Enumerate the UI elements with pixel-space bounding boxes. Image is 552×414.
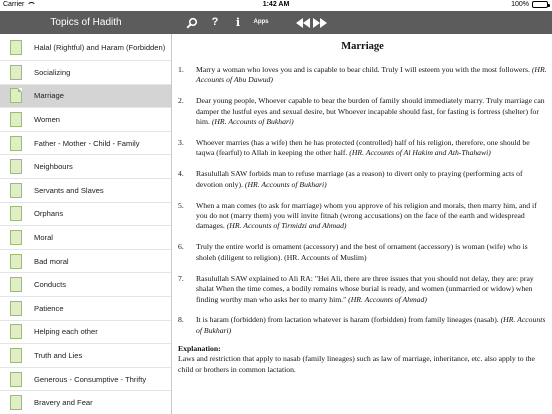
document-icon bbox=[10, 183, 22, 198]
sidebar-item-label: Halal (Rightful) and Haram (Forbidden) bbox=[34, 42, 166, 52]
status-bar bbox=[0, 0, 552, 11]
hadith-item bbox=[173, 274, 552, 305]
info-button[interactable] bbox=[234, 11, 242, 34]
battery-indicator bbox=[511, 1, 548, 8]
document-icon bbox=[10, 206, 22, 221]
sidebar-item-label: Socializing bbox=[34, 67, 71, 77]
sidebar-item-patience[interactable] bbox=[0, 297, 171, 321]
hadith-item bbox=[173, 169, 552, 190]
document-icon bbox=[10, 324, 22, 339]
document-icon bbox=[10, 159, 22, 174]
help-button[interactable] bbox=[210, 11, 220, 34]
hadith-item bbox=[173, 138, 552, 159]
hadith-number: 5. bbox=[178, 200, 184, 210]
hadith-number: 3. bbox=[178, 138, 184, 148]
open-document-icon bbox=[10, 88, 22, 103]
page-title: Marriage bbox=[341, 41, 384, 52]
hadith-reference: (HR. Accounts of Abu Dawud) bbox=[196, 65, 547, 85]
document-icon bbox=[10, 112, 22, 127]
sidebar-item-label: Truth and Lies bbox=[34, 350, 83, 360]
sidebar-item-moral[interactable] bbox=[0, 226, 171, 250]
document-icon bbox=[10, 348, 22, 363]
document-icon bbox=[10, 301, 22, 316]
next-button[interactable] bbox=[313, 11, 327, 34]
sidebar-item-label: Servants and Slaves bbox=[34, 185, 104, 195]
apps-button[interactable]: Apps bbox=[253, 19, 269, 25]
search-button[interactable] bbox=[186, 11, 198, 34]
hadith-item bbox=[173, 242, 552, 263]
hadith-number: 1. bbox=[178, 65, 184, 74]
clock: 1:42 AM bbox=[262, 1, 290, 8]
rewind-icon bbox=[296, 18, 310, 28]
help-icon: ? bbox=[211, 16, 219, 28]
hadith-item bbox=[173, 96, 552, 127]
hadith-item bbox=[173, 201, 552, 232]
document-icon bbox=[10, 372, 22, 387]
hadith-number: 2. bbox=[178, 96, 184, 106]
hadith-text: Truly the entire world is ornament (accessory) and the best of ornament (accessory) is woman (wife) who is sholeh (diligent to religion). (HR. Accounts of Muslim) bbox=[196, 242, 528, 262]
sidebar-item-label: Conducts bbox=[34, 280, 67, 290]
sidebar-item-label: Bravery and Fear bbox=[34, 398, 93, 408]
previous-button[interactable] bbox=[296, 11, 310, 34]
hadith-reference: (HR. Accounts of Bukhari) bbox=[244, 179, 327, 189]
sidebar-item-label: Marriage bbox=[34, 91, 64, 101]
sidebar-item-label: Patience bbox=[34, 303, 64, 313]
sidebar-item-neighbours[interactable] bbox=[0, 155, 171, 179]
sidebar-item-women[interactable] bbox=[0, 108, 171, 132]
hadith-reference: (HR. Accounts of Ahmad) bbox=[348, 294, 427, 304]
document-icon bbox=[10, 230, 22, 245]
hadith-text: Whoever marries (has a wife) then he has protected (controlled) half of his religion, therefore, one should be taqwa (fearful) to Allah in keeping the other half. bbox=[196, 138, 530, 158]
sidebar-item-truth-and-lies[interactable] bbox=[0, 344, 171, 368]
hadith-reference: (HR. Accounts of Bukhari) bbox=[196, 315, 546, 335]
document-icon bbox=[10, 40, 22, 55]
sidebar-item-family[interactable] bbox=[0, 132, 171, 156]
sidebar-item-conducts[interactable] bbox=[0, 273, 171, 297]
explanation-text: Laws and restriction that apply to nasab (family lineages) such as law of marriage, inheritance, etc. also apply to the child or brothers in common lactation. bbox=[178, 354, 535, 374]
explanation-heading: Explanation: bbox=[178, 343, 221, 353]
document-icon bbox=[10, 136, 22, 151]
hadith-content[interactable] bbox=[173, 34, 552, 414]
hadith-reference: (HR. Accounts of Bukhari) bbox=[211, 117, 294, 127]
sidebar-item-label: Moral bbox=[34, 232, 53, 242]
hadith-item bbox=[173, 315, 552, 336]
hadith-text: When a man comes (to ask for marriage) whom you approve of his religion and morals, then marry him, and if you do not (marry them) you will invite fitnah (wrong accusations) on the face of the earth and widespread damages. bbox=[196, 200, 537, 231]
sidebar-item-halal-haram[interactable] bbox=[0, 34, 171, 61]
sidebar-item-servants-slaves[interactable] bbox=[0, 179, 171, 203]
document-icon bbox=[10, 395, 22, 410]
sidebar-item-label: Helping each other bbox=[34, 327, 98, 337]
sidebar-item-label: Generous - Consumptive - Thrifty bbox=[34, 374, 147, 384]
sidebar-item-label: Women bbox=[34, 114, 61, 124]
hadith-text: Dear young people, Whoever capable to bear the burden of family should immediately marry. Truly marriage can damper the lustful eyes and sexual desire, but Whoever incapable should fast, for fasting is fortress (shelter) for him. bbox=[196, 96, 545, 127]
hadith-reference: (HR. Accounts of Tirmidzi and Ahmad) bbox=[226, 221, 347, 231]
navigation-bar bbox=[0, 11, 552, 34]
topics-sidebar bbox=[0, 34, 172, 414]
sidebar-item-orphans[interactable] bbox=[0, 203, 171, 227]
hadith-item bbox=[173, 65, 552, 86]
sidebar-item-helping-each-other[interactable] bbox=[0, 321, 171, 345]
fast-forward-icon bbox=[313, 18, 327, 28]
sidebar-item-label: Father - Mother - Child - Family bbox=[34, 138, 140, 148]
hadith-number: 4. bbox=[178, 169, 184, 179]
sidebar-item-label: Bad moral bbox=[34, 256, 69, 266]
search-icon bbox=[186, 17, 198, 29]
hadith-number: 7. bbox=[178, 273, 184, 283]
sidebar-item-generous[interactable] bbox=[0, 368, 171, 392]
hadith-text: Rasulullah SAW explained to Ali RA: "Hei Ali, there are three issues that you should not delay, they are: pray shalat When the time comes, a bodily remains whose burial is ready, and women (unmarried or widow) when finding worthy man who asks her to marry him." bbox=[196, 273, 534, 304]
hadith-reference: (HR. Accounts of Al Hakim and Ath-Thahawi) bbox=[349, 148, 491, 158]
explanation-section bbox=[173, 344, 552, 375]
carrier-label: Carrier bbox=[3, 1, 25, 8]
sidebar-item-bravery-and-fear[interactable] bbox=[0, 391, 171, 414]
document-icon bbox=[10, 254, 22, 269]
battery-icon bbox=[532, 1, 548, 8]
battery-percent: 100% bbox=[511, 1, 529, 8]
document-icon bbox=[10, 65, 22, 80]
hadith-number: 8. bbox=[178, 315, 184, 325]
hadith-text: Marry a woman who loves you and is capable to bear child. Truly I will esteem you with the most followers. bbox=[196, 65, 532, 74]
sidebar-item-label: Orphans bbox=[34, 209, 64, 219]
document-icon bbox=[10, 277, 22, 292]
info-icon: i bbox=[235, 16, 241, 29]
sidebar-item-bad-moral[interactable] bbox=[0, 250, 171, 274]
sidebar-title: Topics of Hadith bbox=[50, 17, 122, 28]
hadith-text: It is haram (forbidden) from lactation whatever is haram (forbidden) from family lineages (nasab). bbox=[196, 315, 501, 325]
hadith-list bbox=[173, 65, 552, 336]
sidebar-item-label: Neighbours bbox=[34, 162, 73, 172]
sidebar-item-marriage[interactable] bbox=[0, 85, 171, 109]
sidebar-item-socializing[interactable] bbox=[0, 61, 171, 85]
hadith-text: Rasulullah SAW forbids man to refuse marriage (as a reason) to divert only to praying (performing acts of devotion only). bbox=[196, 169, 523, 189]
hadith-number: 6. bbox=[178, 242, 184, 252]
